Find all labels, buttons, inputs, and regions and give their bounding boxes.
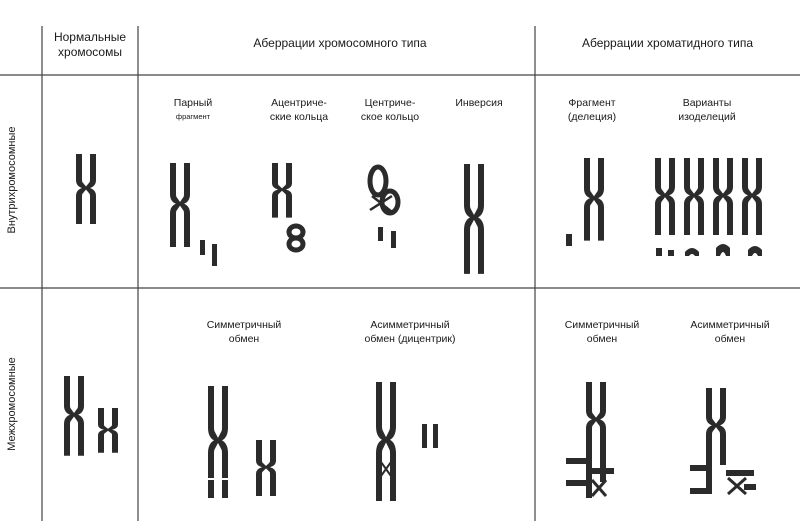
inversion-chromosome: [464, 164, 484, 274]
label-inversion: Инверсия: [455, 97, 503, 109]
label-symmetric-exchange: Симметричный обмен: [206, 319, 282, 345]
header-chromosome-type: Аберрации хромосомного типа: [253, 36, 427, 50]
symmetric-exchange-large: [208, 386, 228, 498]
isodeletion-variant: [684, 158, 704, 235]
normal-chromosome-small: [98, 408, 118, 453]
deletion-chromosome: [584, 158, 604, 241]
chromatid-asymmetric-chromosome: [706, 388, 726, 465]
chromatid-exchange-arm: [690, 488, 712, 494]
chromatid-exchange-arm: [590, 468, 614, 474]
symmetric-exchange-small: [256, 440, 276, 496]
row-label-inter: Межхромосомные: [6, 357, 18, 451]
header-normal: Нормальные хромосомы: [53, 30, 127, 59]
label-paired-fragment: Парный фрагмент: [173, 97, 213, 121]
deletion-fragment: [566, 234, 572, 246]
normal-chromosome: [76, 154, 96, 224]
isodeletion-variant: [742, 158, 762, 235]
isodeletion-variant: [713, 158, 733, 235]
label-centric-ring: Центриче- ское кольцо: [360, 97, 420, 123]
normal-chromosome-large: [64, 376, 84, 456]
chromatid-symmetric-chromosome: [586, 382, 606, 459]
centric-ring: [370, 167, 386, 195]
chromatid-exchange-arm: [726, 470, 754, 476]
paired-fragment-piece: [200, 240, 205, 255]
label-acentric-rings: Ацентриче- ские кольца: [269, 97, 329, 123]
row-label-intra: Внутрихромосомные: [6, 126, 18, 234]
label-fragment-deletion: Фрагмент (делеция): [567, 97, 617, 123]
centric-ring-fragment: [391, 231, 396, 248]
paired-fragment-chromosome: [170, 163, 190, 247]
header-chromatid-type: Аберрации хроматидного типа: [581, 36, 754, 50]
chromatid-exchange-arm: [690, 465, 708, 471]
isodeletion-variant: [655, 158, 675, 235]
centric-ring-fragment: [378, 227, 383, 241]
label-chromatid-symmetric: Симметричный обмен: [564, 319, 640, 345]
acentric-ring: [289, 238, 303, 250]
acentric-ring-chromosome: [272, 163, 292, 218]
chromatid-exchange-arm: [566, 480, 588, 486]
dicentric-fragment: [422, 424, 427, 448]
dicentric-chromosome: [376, 382, 396, 501]
label-isodeletion-variants: Варианты изоделеций: [678, 97, 736, 123]
dicentric-fragment: [433, 424, 438, 448]
label-asymmetric-dicentric: Асимметричный обмен (дицентрик): [364, 319, 456, 345]
label-chromatid-asymmetric: Асимметричный обмен: [690, 319, 770, 345]
paired-fragment-piece: [212, 244, 217, 266]
chromatid-exchange-arm: [566, 458, 588, 464]
